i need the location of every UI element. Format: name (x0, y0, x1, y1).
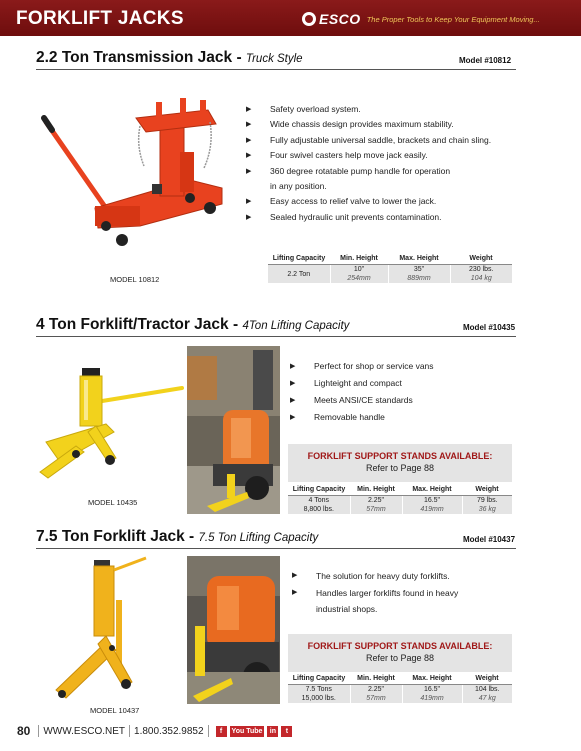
phone-number[interactable]: 1.800.352.9852 (134, 725, 204, 737)
model-label: MODEL 10812 (110, 275, 160, 284)
bullet-arrow-icon: ▶ (292, 572, 298, 579)
col-header: Min. Height (350, 674, 402, 685)
twitter-icon[interactable]: t (281, 726, 292, 737)
page-number: 80 (17, 724, 31, 738)
feature-list-10435 (290, 358, 434, 426)
list-item: ▶ Four swivel casters help move jack easily. (246, 148, 491, 163)
bullet-arrow-icon: ▶ (290, 380, 296, 387)
title-dash: - (232, 49, 246, 66)
page-header (0, 0, 581, 36)
stands-title: FORKLIFT SUPPORT STANDS AVAILABLE: (307, 451, 493, 461)
bullet-arrow-icon: ▶ (246, 152, 252, 160)
forklift-jack-7-5-image (50, 556, 165, 704)
bullet-arrow-icon: ▶ (290, 363, 296, 370)
page-footer (17, 724, 292, 738)
bullet-arrow-icon: ▶ (246, 136, 252, 144)
website-link[interactable]: WWW.ESCO.NET (43, 725, 126, 737)
footer-divider (208, 725, 209, 737)
title-dash: - (184, 528, 199, 545)
section-title-10812 (36, 49, 303, 67)
list-item: ▶ Meets ANSI/CE standards (290, 392, 434, 409)
list-item: ▶ Handles larger forklifts found in heavy industrial shops. (292, 585, 458, 618)
stands-title: FORKLIFT SUPPORT STANDS AVAILABLE: (307, 641, 493, 651)
col-header: Max. Height (402, 485, 462, 496)
spec-table-10435 (288, 485, 512, 514)
section-title-text: 7.5 Ton Forklift Jack (36, 528, 185, 545)
feature-list-10812 (246, 102, 491, 225)
linkedin-icon[interactable]: in (267, 726, 278, 737)
col-header: Min. Height (350, 485, 402, 496)
model-number: Model #10437 (463, 535, 516, 544)
list-item: ▶ Removable handle (290, 409, 434, 426)
section-title-text: 2.2 Ton Transmission Jack (36, 49, 233, 66)
tagline: The Proper Tools to Keep Your Equipment Moving... (366, 14, 540, 24)
feature-list-10437 (292, 568, 458, 618)
esco-logo[interactable] (302, 11, 540, 27)
bullet-arrow-icon: ▶ (246, 167, 252, 175)
bullet-arrow-icon: ▶ (246, 106, 252, 113)
model-label: MODEL 10437 (90, 706, 140, 715)
col-header: Min. Height (330, 254, 388, 265)
model-number: Model #10435 (463, 323, 516, 332)
bullet-arrow-icon: ▶ (290, 397, 296, 404)
col-header: Max. Height (402, 674, 462, 685)
section-subtitle: Truck Style (245, 53, 303, 65)
col-header: Weight (462, 485, 512, 496)
section-subtitle: 7.5 Ton Lifting Capacity (198, 532, 319, 544)
section-divider (36, 336, 516, 337)
col-header: Lifting Capacity (288, 674, 350, 685)
model-label: MODEL 10435 (88, 498, 138, 507)
list-item: ▶ Fully adjustable universal saddle, brackets and chain sling. (246, 133, 491, 148)
logo-text: ESCO (319, 11, 361, 27)
col-header: Max. Height (388, 254, 450, 265)
col-header: Lifting Capacity (288, 485, 350, 496)
spec-table-10812 (268, 254, 512, 283)
section-title-10437 (36, 528, 318, 546)
list-item: ▶ Perfect for shop or service vans (290, 358, 434, 375)
section-subtitle: 4Ton Lifting Capacity (242, 320, 350, 332)
stands-ref: Refer to Page 88 (365, 653, 435, 663)
forklift-photo-10437 (187, 556, 280, 704)
table-row: 2.2 Ton 10" 254mm 35" 889mm 230 lbs. 104 kg (268, 265, 512, 284)
forklift-tractor-jack-image (36, 362, 184, 482)
bullet-arrow-icon: ▶ (246, 121, 252, 129)
col-header: Weight (462, 674, 512, 685)
col-header: Weight (450, 254, 512, 265)
bullet-arrow-icon: ▶ (246, 213, 252, 221)
model-number: Model #10812 (459, 56, 512, 65)
stands-ref: Refer to Page 88 (365, 463, 435, 473)
list-item: ▶ Sealed hydraulic unit prevents contamination. (246, 210, 491, 225)
list-item: ▶ Safety overload system. (246, 102, 491, 117)
list-item: ▶ The solution for heavy duty forklifts. (292, 568, 458, 585)
title-dash: - (228, 316, 243, 333)
col-header: Lifting Capacity (268, 254, 330, 265)
bullet-arrow-icon: ▶ (246, 198, 252, 206)
spec-table-10437 (288, 674, 512, 703)
header-title: FORKLIFT JACKS (16, 8, 184, 29)
list-item: ▶ Lighteight and compact (290, 375, 434, 392)
youtube-icon[interactable]: You Tube (231, 727, 263, 735)
forklift-photo-10435 (187, 346, 280, 514)
esco-logo-icon (302, 12, 316, 26)
section-title-text: 4 Ton Forklift/Tractor Jack (36, 316, 229, 333)
list-item: ▶ 360 degree rotatable pump handle for operation in any position. (246, 165, 451, 192)
footer-divider (38, 725, 39, 737)
section-title-10435 (36, 316, 349, 334)
table-row: 7.5 Tons 15,000 lbs. 2.25" 57mm 16.5" 419mm 104 lbs. 47 kg (288, 685, 512, 704)
section-divider (36, 548, 516, 549)
list-item: ▶ Wide chassis design provides maximum stability. (246, 117, 491, 132)
support-stands-box (288, 634, 512, 672)
facebook-icon[interactable]: f (216, 726, 227, 737)
list-item: ▶ Easy access to relief valve to lower the jack. (246, 194, 491, 209)
table-row: 4 Tons 8,800 lbs. 2.25" 57mm 16.5" 419mm 79 lbs. 36 kg (288, 496, 512, 515)
transmission-jack-image (40, 96, 235, 256)
section-divider (36, 69, 516, 70)
footer-divider (129, 725, 130, 737)
bullet-arrow-icon: ▶ (290, 414, 296, 421)
bullet-arrow-icon: ▶ (292, 588, 298, 596)
support-stands-box (288, 444, 512, 482)
